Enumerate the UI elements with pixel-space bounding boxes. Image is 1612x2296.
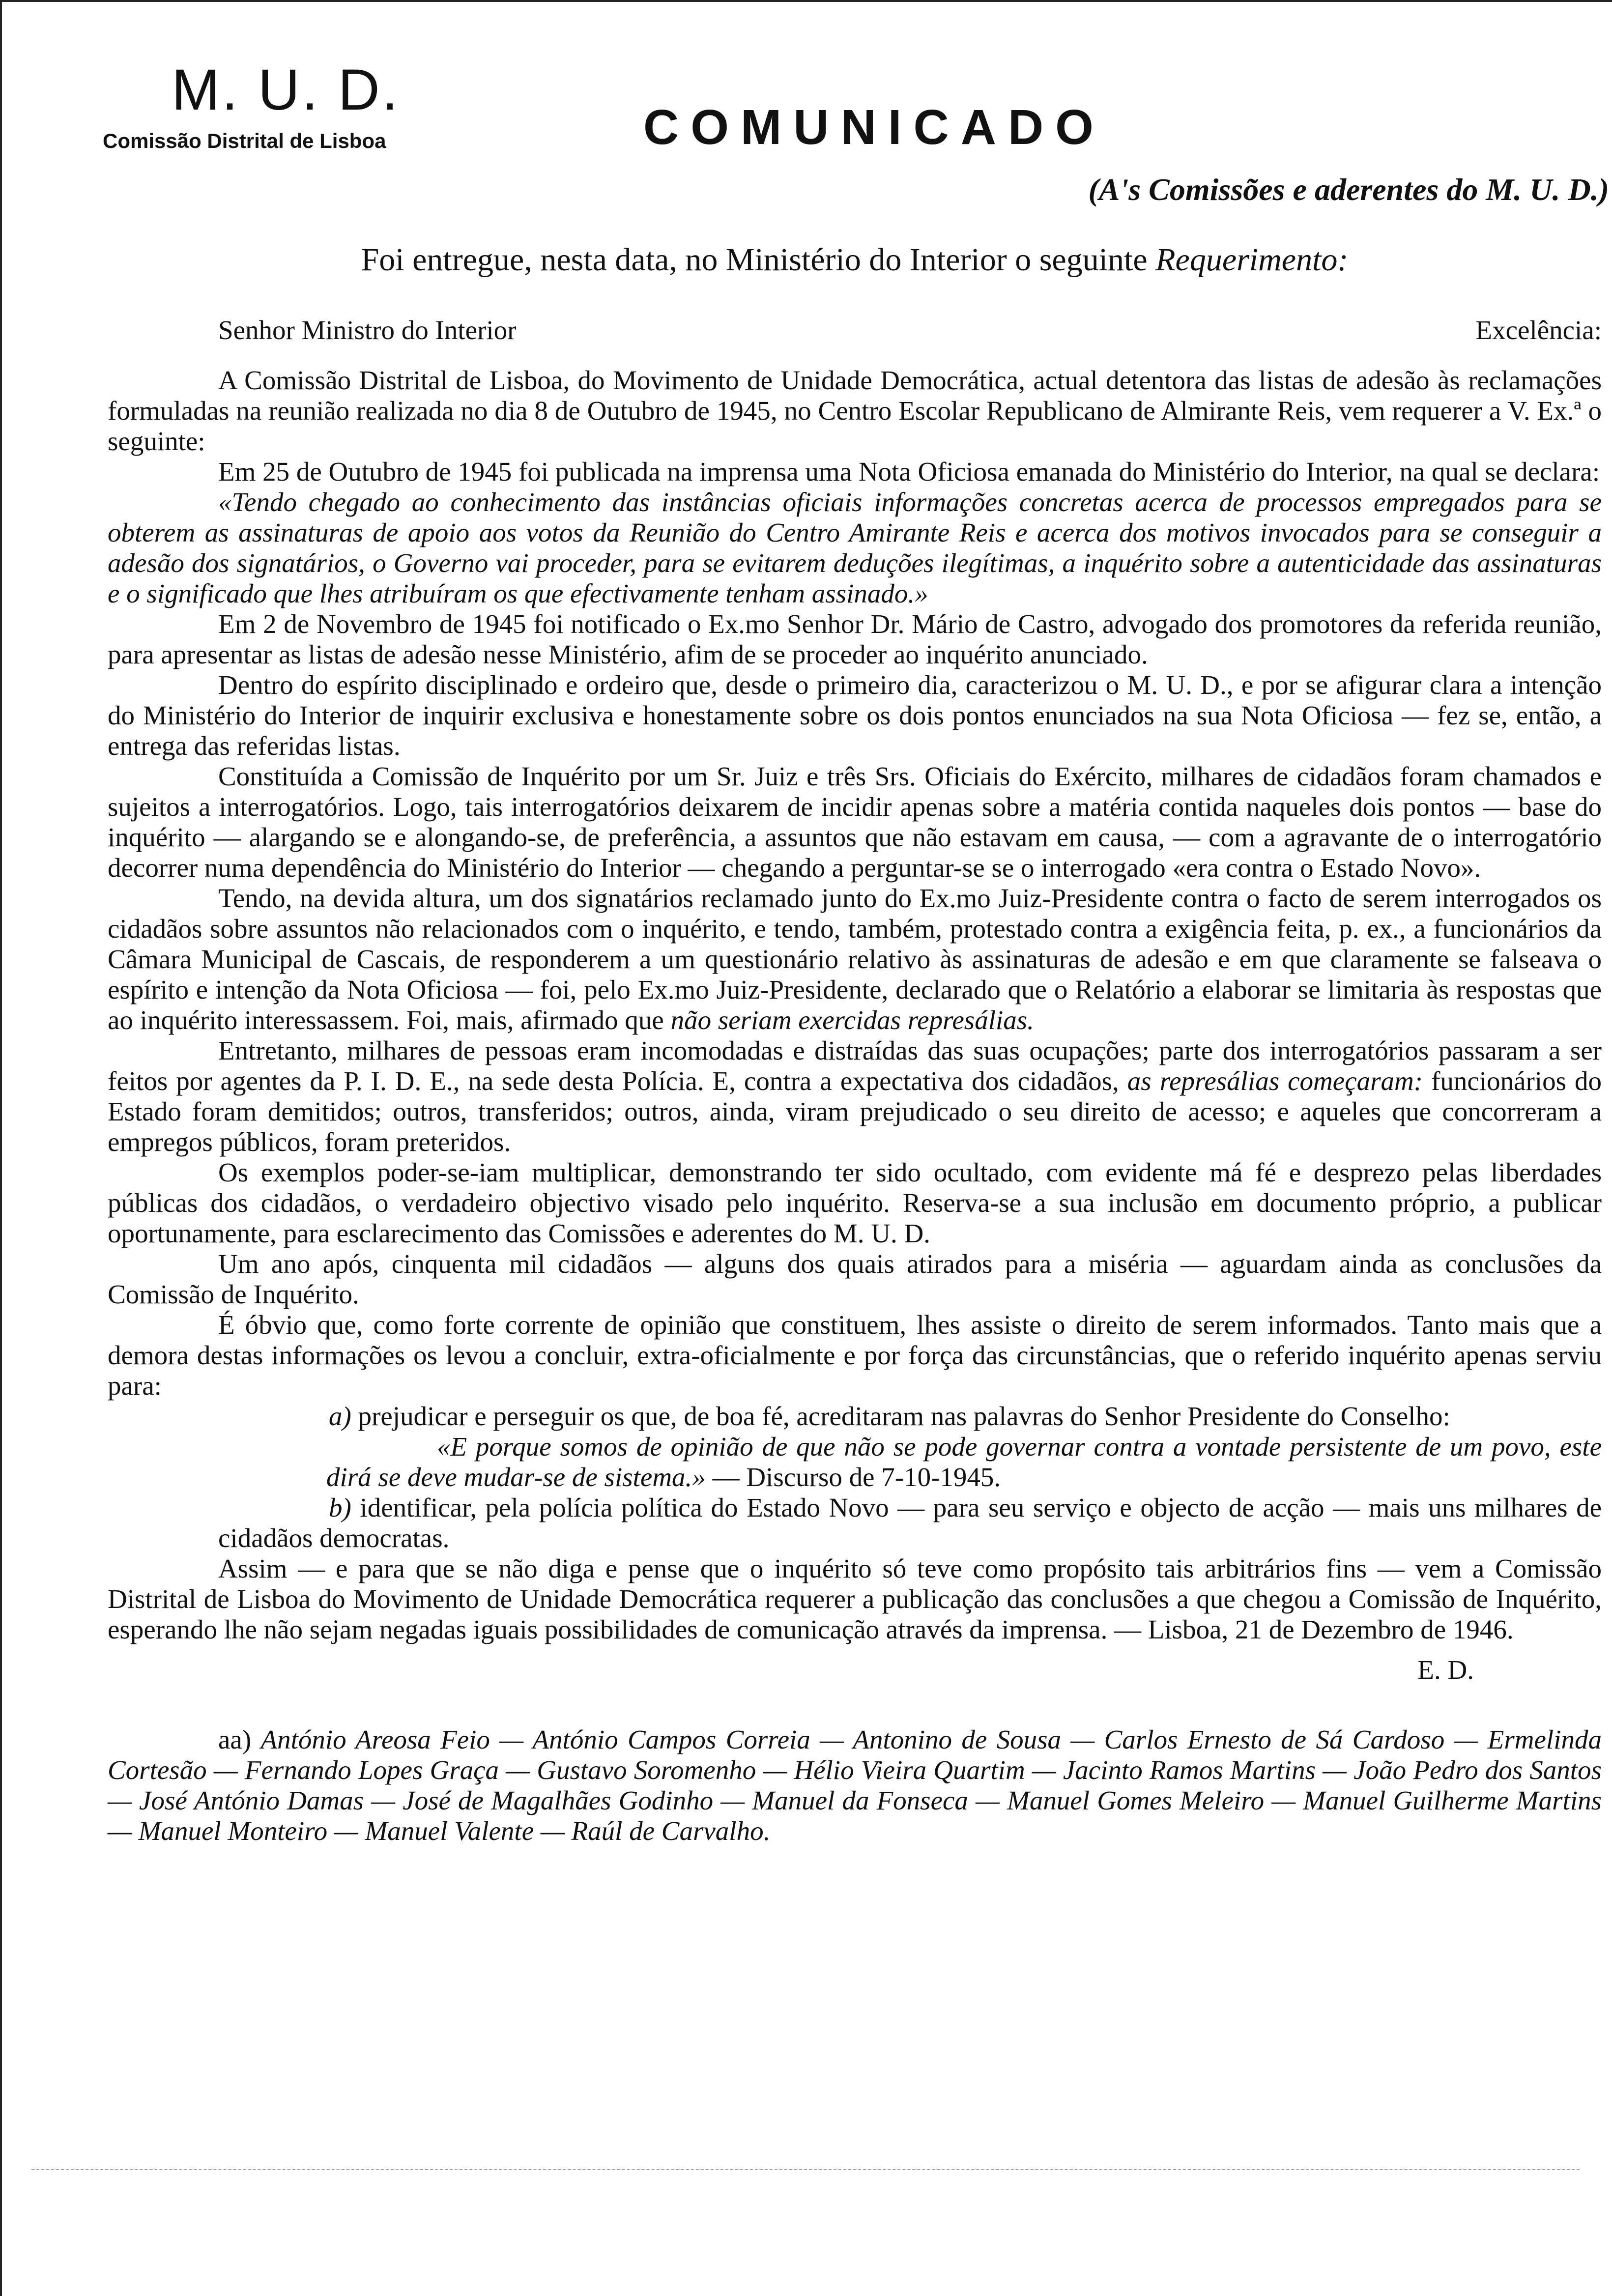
signatures-block [108,1724,1602,1846]
paragraph-conclusion: Assim — e para que se não diga e pense que o inquérito só teve como propósito tais arbitrários fins — vem a Comissão Distrital de Lisboa do Movimento de Unidade Democrática requerer a publicação das conclusões a que chegou a Comissão de Inquérito, esperando lhe não sejam negadas iguais possibilidades de comunicação através da imprensa. — Lisboa, 21 de Dezembro de 1946. [108,1553,1602,1644]
paragraph-examples: Os exemplos poder-se-iam multiplicar, demonstrando ter sido ocultado, com evidente má fé e desprezo pelas liberdades públicas dos cidadãos, o verdadeiro objectivo visado pelo inquérito. Reserva-se a sua inclusão em documento próprio, a publicar oportunamente, para esclarecimento das Comissões e aderentes do M. U. D. [108,1157,1602,1248]
quote-official-note: «Tendo chegado ao conhecimento das instâncias oficiais informações concretas acerca de processos empregados para se obterem as assinaturas de apoio aos votos da Reunião do Centro Amirante Reis e acerca dos motivos invocados para se conseguir a adesão dos signatários, o Governo vai proceder, para se evitarem deduções ilegítimas, a inquérito sobre a autenticidade das assinaturas e o significado que lhes atribuíram os que efectivamente tenham assinado.» [108,487,1602,608]
salutation-line [108,315,1602,345]
lead-text: Foi entregue, nesta data, no Ministério do Interior o seguinte [361,242,1148,278]
reprisals-text-a: Entretanto, milhares de pessoas eram incomodadas e distraídas das suas ocupações; parte dos interrogatórios passaram a ser feitos por agentes da P. I. D. E., na sede desta Polícia. E, contra a expectativa dos cidadãos, [108,1035,1602,1096]
protest-text: Tendo, na devida altura, um dos signatários reclamado junto do Ex.mo Juiz-Presidente contra o facto de serem interrogados os cidadãos sobre assuntos não relacionados com o inquérito, e tendo, também, protestado contra a exigência feita, p. ex., a funcionários da Câmara Municipal de Cascais, de responderem a um questionário relativo às assinaturas de adesão e em que claramente se falseava o espírito e intenção da Nota Oficiosa — foi, pelo Ex.mo Juiz-Presidente, declarado que o Relatório a elaborar se limitaria às respostas que ao inquérito interessassem. Foi, mais, afirmado que [108,883,1602,1035]
addressee: Senhor Ministro do Interior [218,315,517,345]
greeting: Excelência: [1475,315,1602,345]
protest-emphasis: não seriam exercidas represálias. [670,1005,1034,1035]
document-body [108,240,1602,1846]
list-item-b [108,1492,1602,1553]
organization-title: M. U. D. [172,57,400,122]
item-a-marker: a) [329,1401,351,1431]
organization-subtitle: Comissão Distrital de Lisboa [103,129,386,152]
paragraph-reprisals [108,1035,1602,1157]
closing-initials: E. D. [1417,1655,1474,1685]
signatures-names: António Areosa Feio — António Campos Correia — Antonino de Sousa — Carlos Ernesto de Sá Cardoso — Ermelinda Cortesão — Fernando Lopes Graça — Gustavo Soromenho — Hélio Vieira Quartim — Jacinto Ramos Martins — João Pedro dos Santos — José António Damas — José de Magalhães Godinho — Manuel da Fonseca — Manuel Gomes Meleiro — Manuel Guilherme Martins — Manuel Monteiro — Manuel Valente — Raúl de Carvalho. [108,1724,1602,1846]
speech-source: — Discurso de 7-10-1945. [712,1462,1001,1492]
document-title: COMUNICADO [643,100,1105,155]
item-a-text: prejudicar e perseguir os que, de boa fé, acreditaram nas palavras do Senhor Presidente do Conselho: [358,1401,1450,1431]
paragraph-request: A Comissão Distrital de Lisboa, do Movimento de Unidade Democrática, actual detentora das listas de adesão às reclamações formuladas na reunião realizada no dia 8 de Outubro de 1945, no Centro Escolar Republicano de Almirante Reis, vem requerer a V. Ex.ª o seguinte: [108,365,1602,456]
lead-sentence [108,240,1602,280]
paragraph-notification: Em 2 de Novembro de 1945 foi notificado o Ex.mo Senhor Dr. Mário de Castro, advogado dos promotores da referida reunião, para apresentar as listas de adesão nesse Ministério, afim de se proceder ao inquérito anunciado. [108,609,1602,669]
document-subtitle: (A's Comissões e aderentes do M. U. D.) [1088,172,1609,207]
paragraph-protest [108,883,1602,1035]
signatures-label: aa) [218,1724,252,1754]
document-header [2,2,1612,233]
quote-speech [108,1432,1602,1492]
item-b-text: identificar, pela polícia política do Estado Novo — para seu serviço e objecto de acção — mais uns milhares de cidadãos democratas. [218,1492,1602,1553]
footer-divider [31,2169,1580,2170]
reprisals-emphasis: as represálias começaram: [1127,1066,1423,1096]
lead-emphasis: Requerimento: [1155,242,1349,278]
paragraph-delivery: Dentro do espírito disciplinado e ordeiro que, desde o primeiro dia, caracterizou o M. U. D., e por se afigurar clara a intenção do Ministério do Interior de inquirir exclusiva e honestamente sobre os dois pontos enunciados na sua Nota Oficiosa — fez se, então, a entrega das referidas listas. [108,670,1602,761]
reprisals-text-b: funcionários do Estado foram demitidos; outros, transferidos; outros, ainda, viram prejudicado o seu direito de acesso; e aqueles que concorreram a empregos públicos, foram preteridos. [108,1066,1602,1157]
paragraph-one-year: Um ano após, cinquenta mil cidadãos — alguns dos quais atirados para a miséria — aguardam ainda as conclusões da Comissão de Inquérito. [108,1249,1602,1309]
paragraph-note-published: Em 25 de Outubro de 1945 foi publicada na imprensa uma Nota Oficiosa emanada do Ministério do Interior, na qual se declara: [218,457,1600,487]
item-b-marker: b) [329,1492,351,1522]
list-item-a [108,1401,1602,1432]
paragraph-right-to-know: É óbvio que, como forte corrente de opinião que constituem, lhes assiste o direito de serem informados. Tanto mais que a demora destas informações os levou a concluir, extra-oficialmente e por força das circunstâncias, que o referido inquérito apenas serviu para: [108,1310,1602,1401]
speech-quote-text: «E porque somos de opinião de que não se pode governar contra a vontade persistente de um povo, este dirá se deve mudar-se de sistema.» [326,1432,1602,1492]
paragraph-commission: Constituída a Comissão de Inquérito por um Sr. Juiz e três Srs. Oficiais do Exército, milhares de cidadãos foram chamados e sujeitos a interrogatórios. Logo, tais interrogatórios deixarem de incidir apenas sobre a matéria contida naqueles dois pontos — base do inquérito — alargando se e alongando-se, de preferência, a assuntos que não estavam em causa, — com a agravante de o interrogatório decorrer numa dependência do Ministério do Interior — chegando a perguntar-se se o interrogado «era contra o Estado Novo». [108,761,1602,883]
